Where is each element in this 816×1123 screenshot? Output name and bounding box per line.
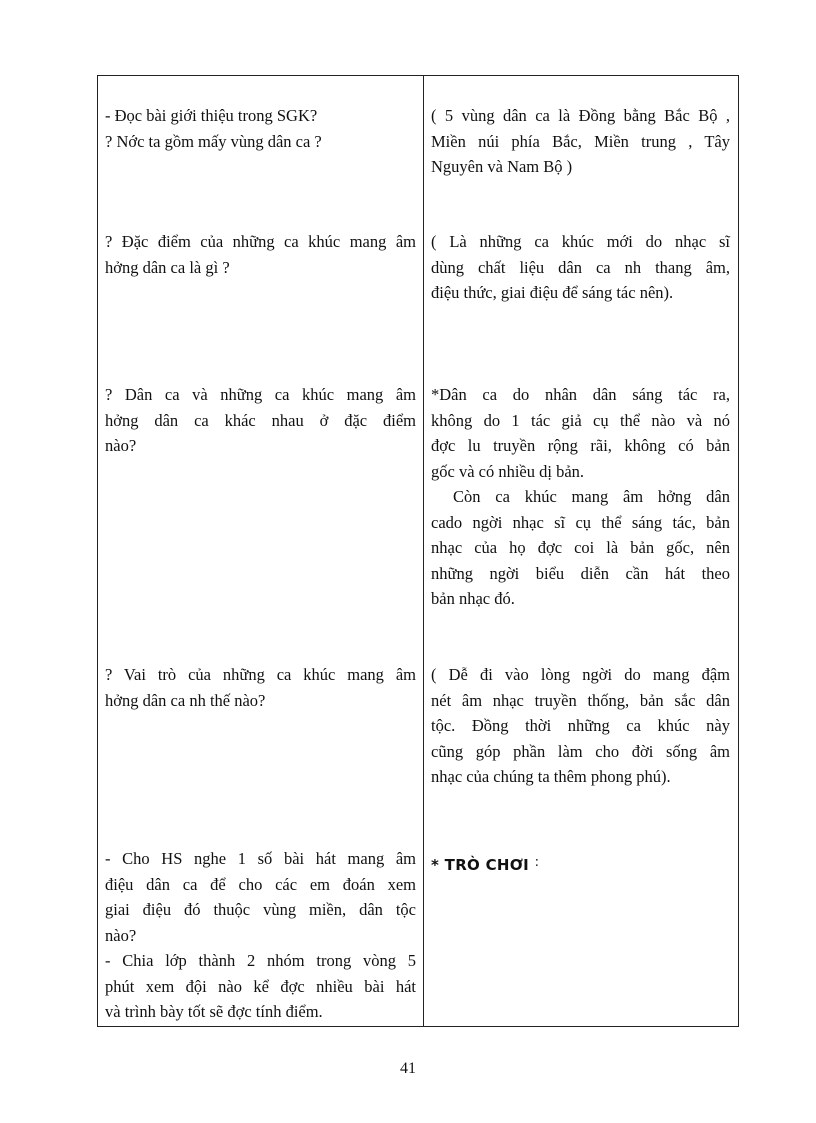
teacher-activity-column	[98, 76, 424, 1026]
text-line: ( 5 vùng dân ca là Đồng bằng Bắc Bộ ,	[431, 106, 730, 125]
right-cell-game	[424, 850, 738, 879]
right-cell-role-answer	[424, 662, 738, 790]
game-heading	[431, 850, 730, 879]
right-cell-features-answer	[424, 229, 738, 306]
text-line: phút xem đội nào kể đợc nhiều bài hát	[105, 976, 416, 996]
text-line: nhạc của chúng ta thêm phong phú).	[431, 767, 671, 786]
text-line: bản nhạc đó.	[431, 589, 515, 608]
text-line: *Dân ca do nhân dân sáng tác ra,	[431, 385, 730, 404]
left-cell-role-question	[98, 662, 423, 713]
lesson-table	[97, 75, 739, 1027]
text-line: - Cho HS nghe 1 số bài hát mang âm	[105, 849, 416, 868]
text-line: những ngời biểu diễn cần hát theo	[431, 563, 730, 583]
text-line: hởng dân ca là gì ?	[105, 257, 230, 277]
text-line: ? Vai trò của những ca khúc mang âm	[105, 665, 416, 684]
text-line: nét âm nhạc truyền thống, bản sắc dân	[431, 690, 730, 710]
text-line: không do 1 tác giả cụ thể nào và nó	[431, 410, 730, 430]
text-line: Miền núi phía Bắc, Miền trung , Tây	[431, 131, 730, 151]
text-line: điệu thức, giai điệu để sáng tác nên).	[431, 283, 674, 302]
text-line: cado ngời nhạc sĩ cụ thể sáng tác, bản	[431, 512, 730, 532]
right-cell-regions-answer	[424, 103, 738, 180]
text-line: ( Là những ca khúc mới do nhạc sĩ	[431, 232, 730, 251]
text-line: hởng dân ca khác nhau ở đặc điểm	[105, 410, 416, 430]
text-line: hởng dân ca nh thế nào?	[105, 690, 266, 710]
text-line: ( Dễ đi vào lòng ngời do mang đậm	[431, 665, 730, 684]
page-number: 41	[400, 1060, 416, 1077]
text-line: tộc. Đồng thời những ca khúc này	[431, 716, 730, 735]
game-heading-text: * TRÒ CHƠI	[431, 856, 530, 874]
text-line: nào?	[105, 925, 137, 945]
game-heading-colon: :	[534, 855, 540, 870]
left-cell-game-instructions	[98, 846, 423, 1025]
text-line: điệu dân ca để cho các em đoán xem	[105, 874, 416, 894]
text-line: - Chia lớp thành 2 nhóm trong vòng 5	[105, 951, 416, 970]
text-line: ? Đặc điểm của những ca khúc mang âm	[105, 232, 416, 251]
text-line: dùng chất liệu dân ca nh thang âm,	[431, 257, 730, 277]
text-line: và trình bày tốt sẽ đợc tính điểm.	[105, 1002, 323, 1021]
left-cell-difference-question	[98, 382, 423, 459]
right-cell-difference-answer	[424, 382, 738, 612]
text-line: gốc và có nhiều dị bản.	[431, 461, 585, 481]
left-cell-intro	[98, 103, 423, 154]
text-line: ? Nớc ta gồm mấy vùng dân ca ?	[105, 131, 322, 151]
text-line: giai điệu đó thuộc vùng miền, dân tộc	[105, 900, 416, 919]
left-cell-features-question	[98, 229, 423, 280]
text-line: nhạc của họ đợc coi là bản gốc, nên	[431, 538, 730, 557]
text-line: Nguyên và Nam Bộ )	[431, 157, 573, 176]
text-line: nào?	[105, 436, 137, 455]
text-line: Còn ca khúc mang âm hởng dân	[453, 487, 730, 506]
text-line: - Đọc bài giới thiệu trong SGK?	[105, 106, 318, 125]
text-line: cũng góp phần làm cho đời sống âm	[431, 741, 730, 761]
student-activity-column	[424, 76, 738, 1026]
text-line: ? Dân ca và những ca khúc mang âm	[105, 385, 416, 404]
text-line: đợc lu truyền rộng rãi, không có bản	[431, 436, 730, 455]
